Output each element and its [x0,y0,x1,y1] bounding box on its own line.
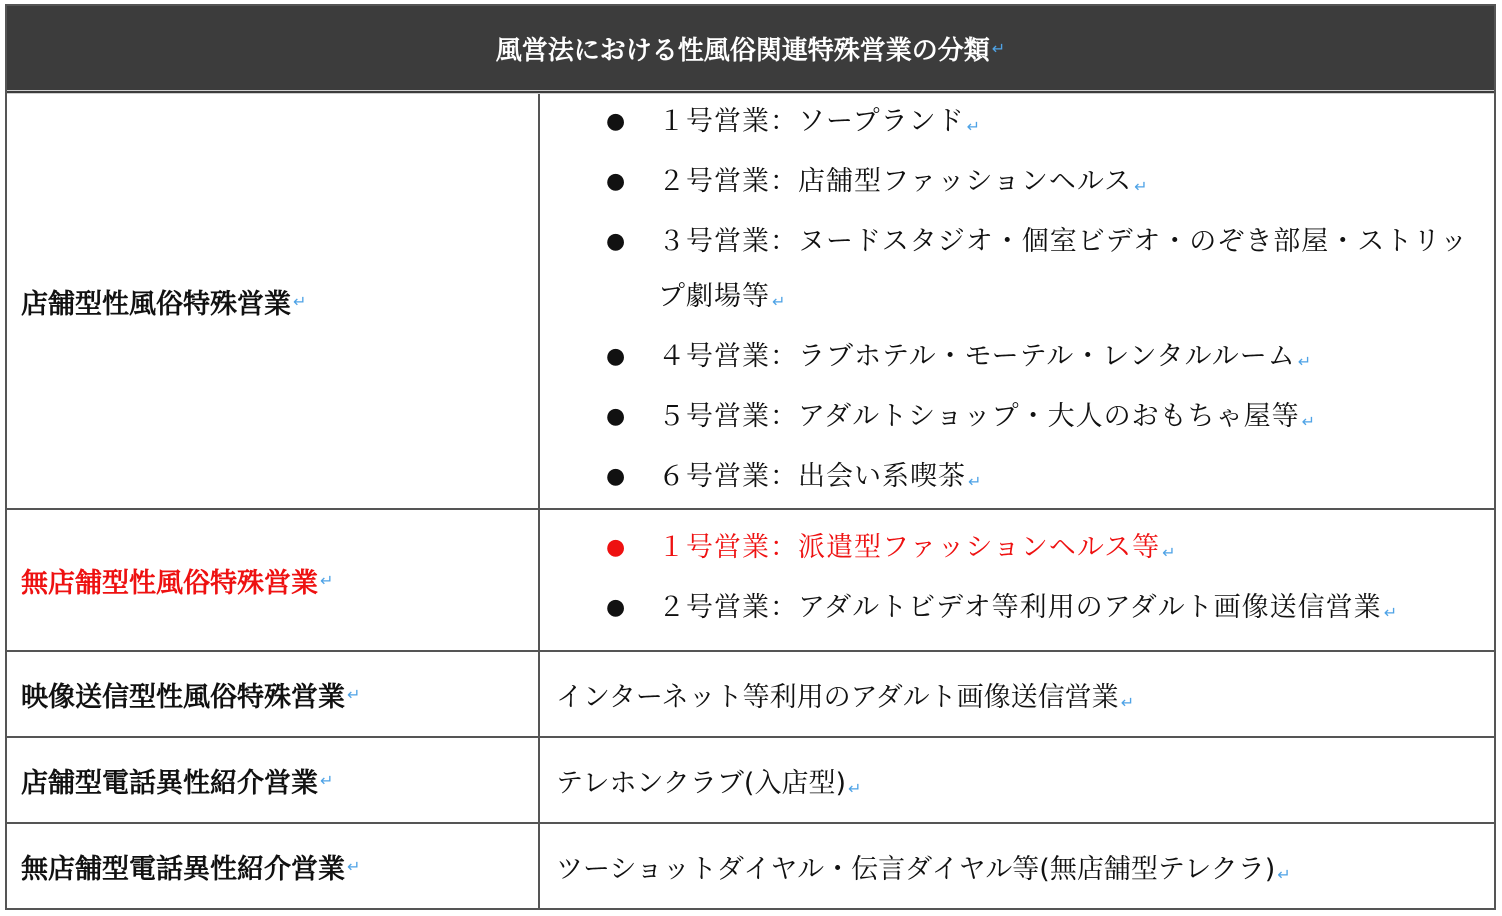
category-cell [7,824,540,908]
return-mark-icon: ↵ [1134,176,1149,196]
detail-cell [540,94,1494,508]
list-item: ● ４号営業：ラブホテル・モーテル・レンタルルーム ↵ [606,329,1494,389]
category-label: 店舗型性風俗特殊営業 [21,288,291,320]
list-item: ● ５号営業：アダルトショップ・大人のおもちゃ屋等 ↵ [606,389,1494,449]
return-mark-icon: ↵ [320,770,334,790]
return-mark-icon: ↵ [968,471,983,491]
list-item: ● ３号営業：ヌードスタジオ・個室ビデオ・のぞき部屋・ストリップ劇場等 ↵ [606,214,1494,329]
category-cell [7,94,540,508]
bullet-icon: ● [606,168,627,194]
return-mark-icon: ↵ [1277,864,1291,884]
detail-cell [540,510,1494,650]
category-cell [7,738,540,822]
detail-text: インターネット等利用のアダルト画像送信営業 [556,681,1119,713]
return-mark-icon: ↵ [966,116,982,136]
return-mark-icon: ↵ [293,291,307,311]
list-item: ● ６号営業：出会い系喫茶 ↵ [606,449,1494,509]
bullet-icon: ● [606,535,627,560]
table-row [7,822,1494,908]
list-item: ● ２号営業：店舗型ファッションヘルス ↵ [606,154,1494,214]
table-row [7,94,1494,508]
table-header [7,6,1494,94]
return-mark-icon: ↵ [991,38,1006,58]
return-mark-icon: ↵ [772,291,787,311]
category-label: 店舗型電話異性紹介営業 [21,767,318,799]
bullet-icon: ● [606,343,627,369]
category-cell [7,652,540,736]
list-item: ● ２号営業：アダルトビデオ等利用のアダルト画像送信営業 ↵ [606,580,1494,640]
bullet-icon: ● [606,463,627,489]
list-item: ● １号営業：ソープランド ↵ [606,94,1494,154]
item-list [540,520,1494,640]
table-title: 風営法における性風俗関連特殊営業の分類 [495,35,990,66]
table-row [7,650,1494,736]
return-mark-icon: ↵ [320,570,334,590]
return-mark-icon: ↵ [347,856,361,876]
category-cell [7,510,540,650]
return-mark-icon: ↵ [1383,603,1399,622]
detail-text: ツーショットダイヤル・伝言ダイヤル等(無店舗型テレクラ) [556,853,1276,885]
return-mark-icon: ↵ [1301,411,1316,431]
list-item: ● １号営業：派遣型ファッションヘルス等 ↵ [606,520,1494,580]
category-label: 映像送信型性風俗特殊営業 [21,681,345,713]
classification-table [5,4,1496,910]
table-row [7,508,1494,650]
item-list [540,94,1494,509]
detail-cell [540,824,1494,908]
bullet-icon: ● [606,228,627,254]
bullet-icon: ● [606,108,627,134]
return-mark-icon: ↵ [848,778,862,798]
table-row [7,736,1494,822]
return-mark-icon: ↵ [1162,543,1177,562]
return-mark-icon: ↵ [347,684,361,704]
detail-text: テレホンクラブ(入店型) [556,767,846,799]
category-label: 無店舗型性風俗特殊営業 [21,567,318,599]
detail-cell [540,652,1494,736]
bullet-icon: ● [606,403,627,429]
detail-cell [540,738,1494,822]
return-mark-icon: ↵ [1297,351,1313,371]
bullet-icon: ● [606,595,627,620]
return-mark-icon: ↵ [1120,692,1135,712]
category-label: 無店舗型電話異性紹介営業 [21,853,345,885]
